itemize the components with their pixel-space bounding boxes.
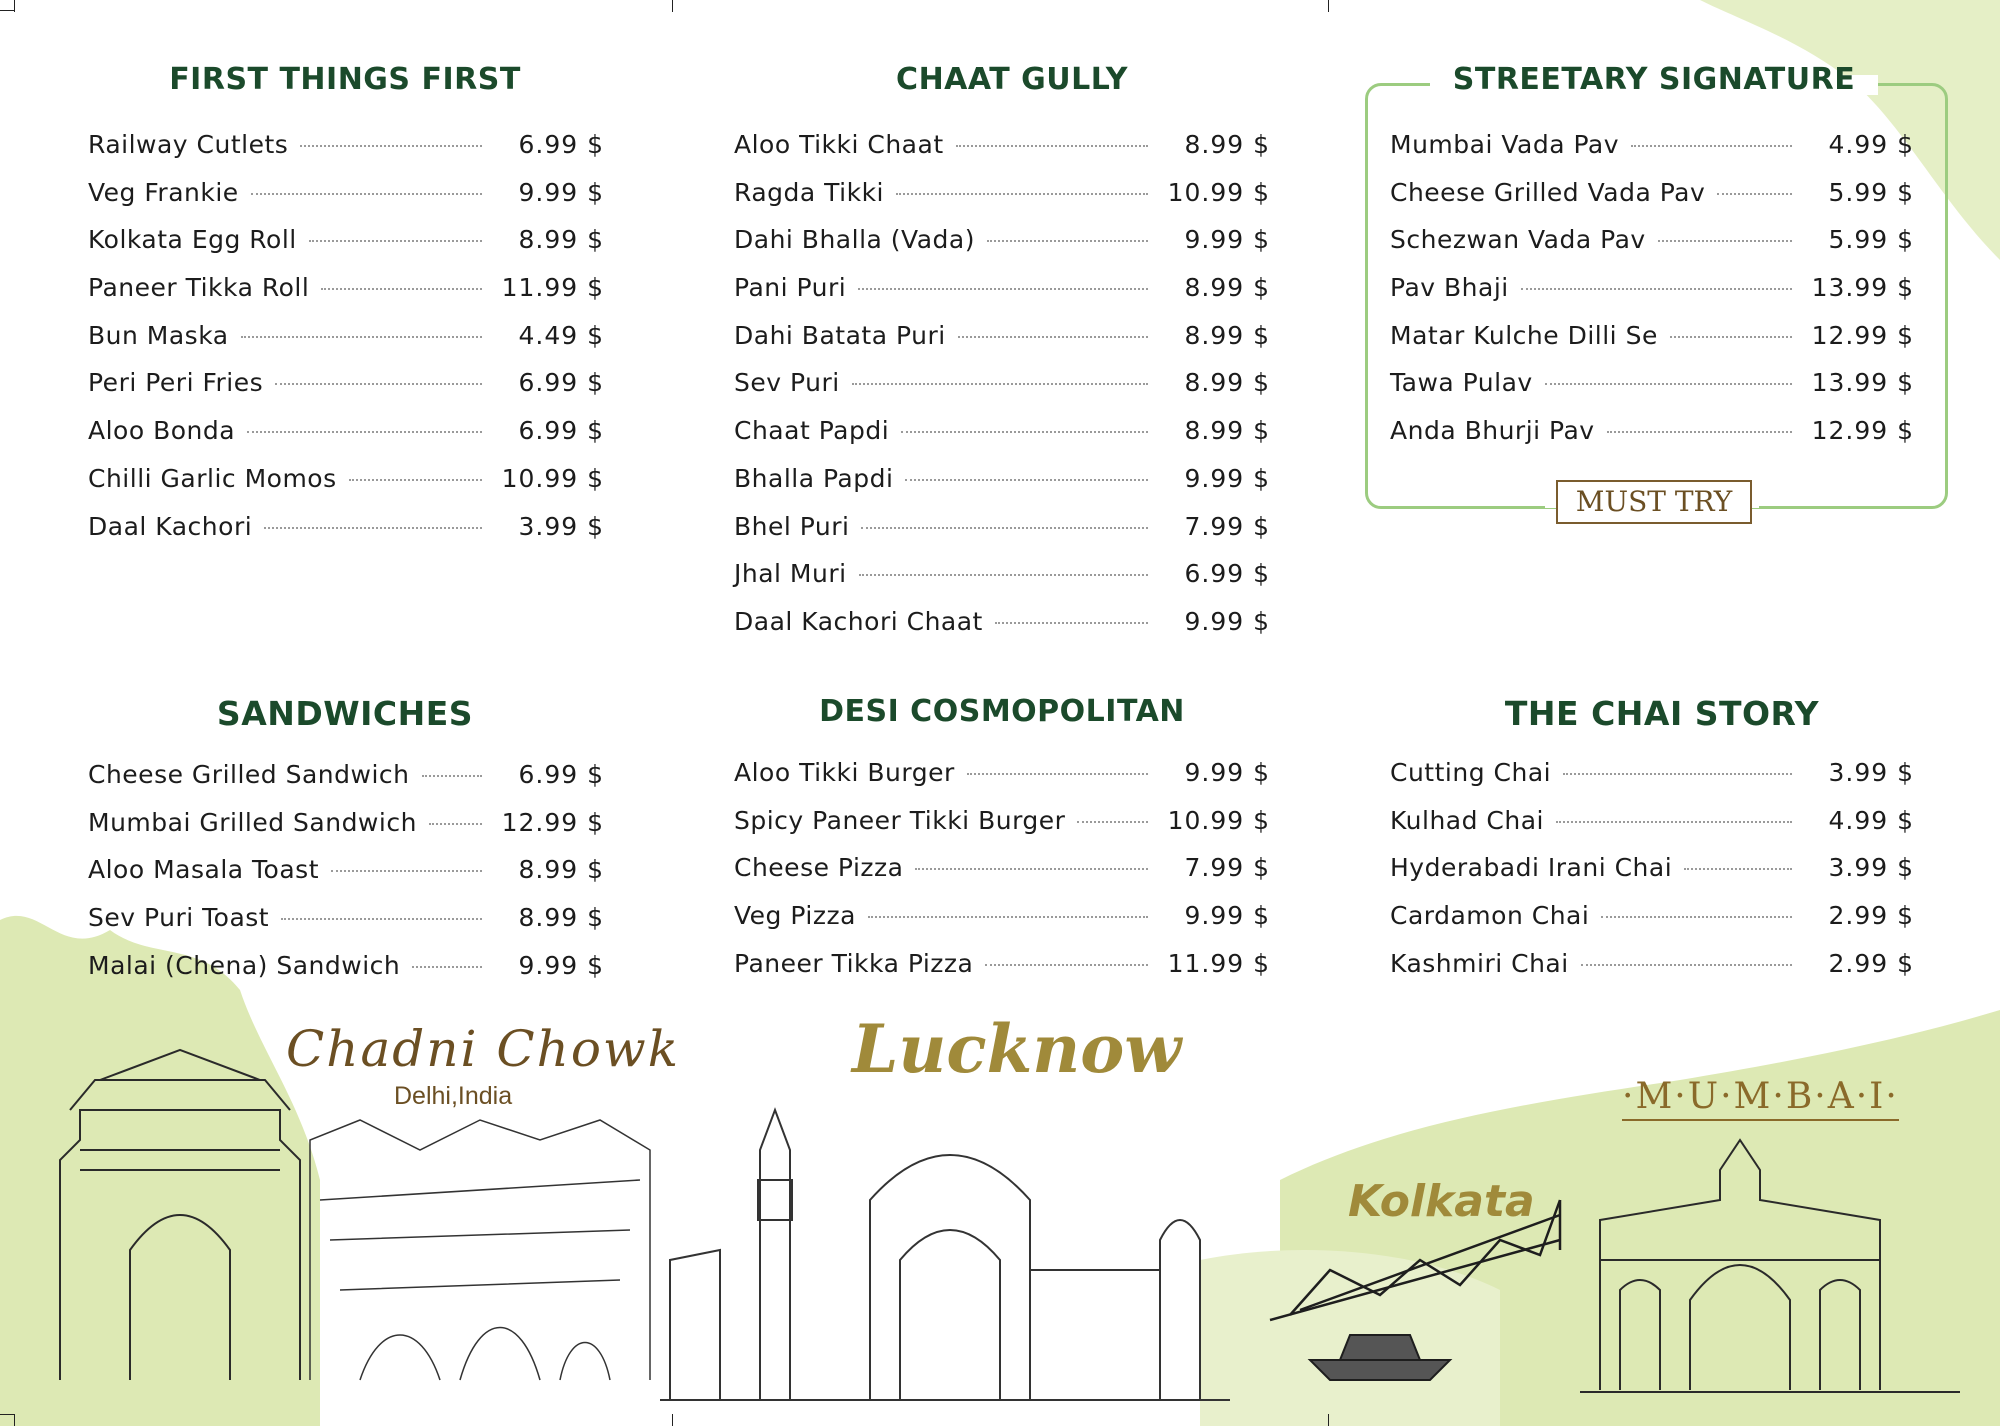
menu-item: [88, 808, 604, 856]
menu-item: [734, 949, 1270, 997]
item-name: Anda Bhurji Pav: [1390, 416, 1595, 446]
item-price: 6.99 $: [518, 130, 604, 159]
item-name: Mumbai Grilled Sandwich: [88, 807, 417, 837]
item-price: 13.99 $: [1811, 368, 1914, 398]
item-name: Paneer Tikka Roll: [88, 273, 310, 303]
dot-leader: [852, 371, 1148, 385]
item-price: 4.99 $: [1828, 805, 1914, 835]
item-price: 8.99 $: [518, 225, 604, 255]
dot-leader: [247, 419, 482, 433]
dot-leader: [1631, 133, 1792, 147]
item-name: Bhel Puri: [734, 511, 850, 541]
dot-leader: [956, 133, 1148, 147]
dot-leader: [958, 324, 1148, 338]
dot-leader: [1077, 809, 1148, 823]
crop-mark: [672, 1414, 673, 1426]
menu-item: [1390, 901, 1914, 949]
menu-item: [1390, 273, 1914, 321]
crop-mark: [672, 0, 673, 12]
menu-item: [88, 225, 604, 273]
item-price: 12.99 $: [501, 807, 604, 837]
dot-leader: [321, 276, 482, 290]
menu-item: [734, 607, 1270, 655]
city-script-kolkata: Kolkata: [1348, 1176, 1535, 1227]
dot-leader: [1545, 371, 1792, 385]
item-name: Pani Puri: [734, 273, 847, 303]
item-name: Kulhad Chai: [1390, 805, 1544, 835]
item-price: 9.99 $: [1184, 463, 1270, 493]
section-title: CHAAT GULLY: [896, 62, 1128, 97]
dot-leader: [1556, 809, 1792, 823]
dot-leader: [281, 906, 482, 920]
item-name: Cheese Grilled Vada Pav: [1390, 177, 1706, 207]
menu-item: [1390, 321, 1914, 369]
dot-leader: [300, 133, 482, 147]
menu-item: [88, 512, 604, 560]
item-price: 5.99 $: [1828, 177, 1914, 207]
menu-list: [734, 758, 1270, 996]
item-price: 8.99 $: [1184, 130, 1270, 159]
menu-item: [734, 806, 1270, 854]
dot-leader: [861, 515, 1148, 529]
item-name: Cheese Pizza: [734, 853, 904, 883]
dot-leader: [905, 467, 1148, 481]
menu-item: [734, 225, 1270, 273]
menu-item: [88, 760, 604, 808]
item-price: 11.99 $: [1167, 948, 1270, 978]
crop-mark: [14, 1414, 15, 1426]
dot-leader: [241, 324, 482, 338]
city-script-chandni-chowk: Chadni Chowk: [286, 1020, 681, 1078]
menu-item: [1390, 225, 1914, 273]
menu-list: [1390, 758, 1914, 996]
menu-item: [734, 758, 1270, 806]
item-price: 4.49 $: [518, 320, 604, 350]
item-name: Hyderabadi Irani Chai: [1390, 853, 1673, 883]
menu-item: [88, 464, 604, 512]
section-title: SANDWICHES: [216, 694, 474, 733]
item-name: Aloo Masala Toast: [88, 855, 319, 885]
item-price: 2.99 $: [1828, 948, 1914, 978]
item-name: Bun Maska: [88, 320, 229, 350]
menu-item: [88, 416, 604, 464]
item-name: Peri Peri Fries: [88, 368, 264, 398]
menu-list: [88, 760, 604, 998]
item-price: 6.99 $: [518, 416, 604, 446]
item-name: Matar Kulche Dilli Se: [1390, 320, 1658, 350]
city-caption-delhi: Delhi,India: [394, 1082, 513, 1110]
item-price: 6.99 $: [518, 760, 604, 789]
section-title: FIRST THINGS FIRST: [169, 62, 521, 97]
item-price: 8.99 $: [518, 903, 604, 933]
item-name: Dahi Batata Puri: [734, 320, 946, 350]
item-name: Kolkata Egg Roll: [88, 225, 297, 255]
crop-mark: [0, 10, 14, 11]
dot-leader: [1601, 904, 1792, 918]
item-name: Dahi Bhalla (Vada): [734, 225, 975, 255]
item-name: Daal Kachori Chaat: [734, 606, 983, 636]
menu-item: [734, 416, 1270, 464]
lucknow-sketch: [660, 1110, 1230, 1400]
item-name: Aloo Tikki Chaat: [734, 130, 944, 159]
crop-mark: [0, 1414, 14, 1415]
item-price: 3.99 $: [1828, 853, 1914, 883]
item-name: Aloo Tikki Burger: [734, 758, 955, 787]
item-name: Cardamon Chai: [1390, 901, 1590, 931]
item-name: Aloo Bonda: [88, 416, 236, 446]
item-price: 5.99 $: [1828, 225, 1914, 255]
menu-list: [88, 130, 604, 559]
item-price: 8.99 $: [1184, 416, 1270, 446]
dot-leader: [859, 562, 1148, 576]
menu-item: [88, 951, 604, 999]
item-name: Veg Pizza: [734, 901, 856, 931]
menu-item: [734, 901, 1270, 949]
item-name: Chilli Garlic Momos: [88, 463, 337, 493]
item-price: 4.99 $: [1828, 130, 1914, 159]
item-name: Cutting Chai: [1390, 758, 1552, 787]
menu-item: [88, 855, 604, 903]
dot-leader: [987, 228, 1148, 242]
item-price: 7.99 $: [1184, 853, 1270, 883]
menu-item: [1390, 178, 1914, 226]
item-name: Malai (Chena) Sandwich: [88, 950, 401, 980]
item-price: 8.99 $: [1184, 320, 1270, 350]
dot-leader: [264, 515, 482, 529]
item-price: 12.99 $: [1811, 416, 1914, 446]
menu-item: [1390, 758, 1914, 806]
menu-list: [1390, 130, 1914, 464]
item-price: 9.99 $: [1184, 901, 1270, 931]
item-price: 9.99 $: [518, 177, 604, 207]
item-name: Chaat Papdi: [734, 416, 890, 446]
menu-list: [734, 130, 1270, 655]
crop-mark: [14, 0, 15, 12]
dot-leader: [1581, 952, 1792, 966]
dot-leader: [275, 371, 482, 385]
item-price: 9.99 $: [518, 950, 604, 980]
menu-item: [88, 130, 604, 178]
crop-mark: [1328, 0, 1329, 12]
item-price: 10.99 $: [501, 463, 604, 493]
item-name: Sev Puri: [734, 368, 840, 398]
dot-leader: [331, 858, 482, 872]
menu-item: [1390, 853, 1914, 901]
item-name: Mumbai Vada Pav: [1390, 130, 1620, 159]
menu-item: [88, 368, 604, 416]
item-price: 3.99 $: [518, 511, 604, 541]
dot-leader: [915, 856, 1148, 870]
menu-item: [88, 178, 604, 226]
dot-leader: [896, 181, 1148, 195]
crop-mark: [1328, 1414, 1329, 1426]
item-name: Bhalla Papdi: [734, 463, 894, 493]
dot-leader: [995, 610, 1148, 624]
dot-leader: [1563, 761, 1792, 775]
menu-item: [1390, 416, 1914, 464]
dot-leader: [1658, 228, 1792, 242]
dot-leader: [429, 811, 482, 825]
item-price: 9.99 $: [1184, 225, 1270, 255]
dot-leader: [901, 419, 1148, 433]
item-name: Schezwan Vada Pav: [1390, 225, 1646, 255]
item-price: 9.99 $: [1184, 606, 1270, 636]
item-name: Jhal Muri: [734, 559, 847, 589]
item-price: 8.99 $: [518, 855, 604, 885]
dot-leader: [309, 228, 482, 242]
menu-item: [734, 464, 1270, 512]
menu-item: [734, 853, 1270, 901]
section-title: STREETARY SIGNATURE: [1452, 62, 1856, 97]
menu-item: [734, 130, 1270, 178]
item-price: 11.99 $: [501, 273, 604, 303]
menu-item: [88, 321, 604, 369]
item-price: 10.99 $: [1167, 177, 1270, 207]
dot-leader: [1717, 181, 1792, 195]
item-price: 2.99 $: [1828, 901, 1914, 931]
item-name: Tawa Pulav: [1390, 368, 1533, 398]
item-name: Ragda Tikki: [734, 177, 884, 207]
section-title: THE CHAI STORY: [1504, 694, 1820, 733]
item-price: 13.99 $: [1811, 273, 1914, 303]
menu-item: [1390, 368, 1914, 416]
item-name: Pav Bhaji: [1390, 273, 1509, 303]
item-name: Kashmiri Chai: [1390, 948, 1569, 978]
dot-leader: [412, 954, 482, 968]
menu-item: [734, 512, 1270, 560]
menu-item: [1390, 806, 1914, 854]
dot-leader: [985, 952, 1148, 966]
item-price: 10.99 $: [1167, 805, 1270, 835]
item-name: Railway Cutlets: [88, 130, 289, 159]
menu-item: [734, 273, 1270, 321]
dot-leader: [1670, 324, 1792, 338]
item-price: 6.99 $: [1184, 559, 1270, 589]
item-name: Sev Puri Toast: [88, 903, 270, 933]
menu-item: [1390, 949, 1914, 997]
dot-leader: [1607, 419, 1792, 433]
item-price: 12.99 $: [1811, 320, 1914, 350]
chandni-chowk-street-sketch: [310, 1120, 650, 1380]
dot-leader: [422, 763, 483, 777]
menu-item: [734, 559, 1270, 607]
dot-leader: [967, 761, 1148, 775]
city-script-lucknow: Lucknow: [852, 1010, 1182, 1088]
item-price: 8.99 $: [1184, 273, 1270, 303]
item-price: 8.99 $: [1184, 368, 1270, 398]
section-title: DESI COSMOPOLITAN: [819, 694, 1185, 729]
item-price: 3.99 $: [1828, 758, 1914, 787]
item-price: 6.99 $: [518, 368, 604, 398]
dot-leader: [868, 904, 1148, 918]
menu-item: [734, 178, 1270, 226]
item-name: Daal Kachori: [88, 511, 253, 541]
menu-item: [88, 273, 604, 321]
item-name: Cheese Grilled Sandwich: [88, 760, 410, 789]
must-try-badge: MUST TRY: [1556, 480, 1752, 524]
item-price: 7.99 $: [1184, 511, 1270, 541]
item-price: 9.99 $: [1184, 758, 1270, 787]
item-name: Veg Frankie: [88, 177, 239, 207]
dot-leader: [1521, 276, 1792, 290]
dot-leader: [1684, 856, 1792, 870]
dot-leader: [251, 181, 482, 195]
dot-leader: [858, 276, 1148, 290]
menu-item: [734, 368, 1270, 416]
menu-item: [734, 321, 1270, 369]
dot-leader: [349, 467, 482, 481]
item-name: Paneer Tikka Pizza: [734, 948, 974, 978]
city-caption-mumbai: ·M·U·M·B·A·I·: [1622, 1076, 1899, 1121]
menu-item: [1390, 130, 1914, 178]
menu-item: [88, 903, 604, 951]
item-name: Spicy Paneer Tikki Burger: [734, 805, 1066, 835]
